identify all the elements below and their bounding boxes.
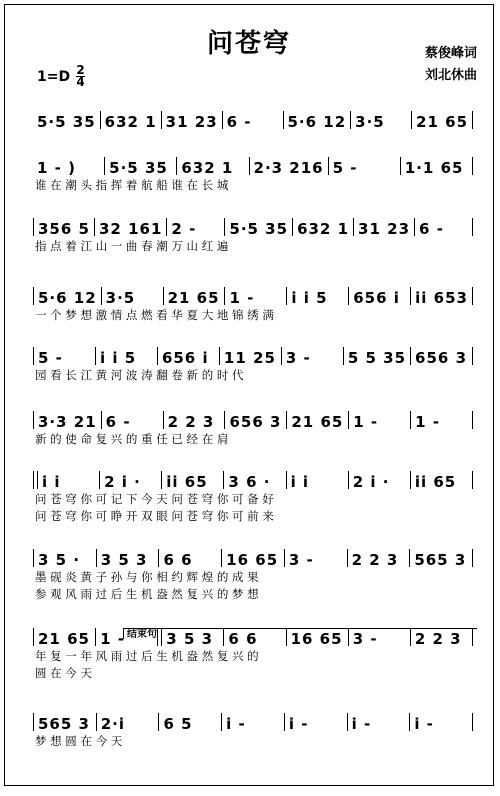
measure: 1 - [415,413,441,431]
measure: 2 i · [352,473,390,491]
notes-row [33,465,473,491]
measure: 356 5 [38,220,90,238]
notes-row [33,405,473,431]
measure: 3 6 · [228,473,271,491]
meter-bottom: 4 [76,75,85,89]
measure: 6 6 [228,630,258,648]
measure: i i [290,473,310,491]
lyric-line: 问 苍 穹 你 可 记 下 今 天 问 苍 穹 你 可 备 好 [35,492,274,506]
measure: 16 65 [226,551,279,569]
music-system [33,707,473,750]
barline [472,628,473,646]
lyric-line: 年 复 一 年 风 雨 过 后 生 机 盎 然 复 兴 的 [35,649,259,663]
measure: 16 65 [290,630,343,648]
measure: 2·i [100,715,125,733]
measure: i i 5 [99,349,137,367]
key-label: 1=D [37,68,71,85]
measure: 2·3 216 [253,159,324,177]
measure: 6 - [419,220,444,238]
notes-row [33,341,473,367]
music-system [33,281,473,324]
measure: 6 - [226,113,252,131]
measure: 5 - [38,349,63,367]
song-title: 问苍穹 [206,29,291,59]
measure: 5·6 12 [38,289,97,307]
measure: 2 2 3 [167,413,215,431]
measure: 656 i [161,349,209,367]
measure: 2 - [171,220,197,238]
measure: 31 23 [165,113,218,131]
measure: 5 - [332,159,358,177]
measure: 6 - [105,413,131,431]
measure: 3·5 [105,289,136,307]
composer: 刘北休曲 [424,68,477,83]
barline [472,218,473,236]
measure: 656 3 [229,413,282,431]
measure: 632 1 [104,113,157,131]
lyricist: 蔡俊峰词 [424,46,477,61]
music-system [33,622,473,682]
notes-row [33,281,473,307]
barline [472,287,473,305]
barline [472,549,473,567]
meter-top: 2 [76,63,85,77]
music-system [33,105,473,131]
lyric-line: 梦 想 圆 在 今 天 [35,734,123,748]
music-system [33,212,473,255]
measure: i - [351,715,372,733]
measure: 5·6 12 [287,113,347,131]
music-system [33,151,473,194]
measure: ii 65 [414,473,457,491]
measure: 21 65 [291,413,344,431]
measure: 3 - [288,551,314,569]
measure: 21 65 [416,113,469,131]
score-sheet [4,4,494,786]
music-system [33,341,473,384]
measure: 5·5 35 [229,220,289,238]
measure: 6 5 [163,715,193,733]
measure: 2 2 3 [414,630,462,648]
measure: i i [42,473,61,491]
measure: i - [288,715,309,733]
barline [472,111,473,129]
measure: 1 - [353,413,379,431]
measure: 21 65 [38,630,90,648]
measure: 1 - ) [37,159,76,177]
music-system [33,465,473,525]
measure: i - [226,715,246,733]
measure: 1 - [229,289,255,307]
measure: 632 1 [181,159,234,177]
barline [472,347,473,365]
notes-row [33,707,473,733]
barline [472,713,473,731]
music-system [33,543,473,603]
barline [472,411,473,429]
lyric-line: 新 的 使 命 复 兴 的 重 任 已 经 在 肩 [35,432,229,446]
barline [472,157,473,175]
measure: 3 5 · [38,551,81,569]
measure: 565 3 [414,551,467,569]
lyric-line: 一 个 梦 想 激 情 点 燃 看 华 夏 大 地 锦 绣 满 [35,308,274,322]
measure: 32 161 [98,220,163,238]
measure: ii 65 [166,473,208,491]
measure: 6 6 [163,551,193,569]
measure: 2 i · [104,473,141,491]
measure: 3·3 21 [38,413,97,431]
lyric-line: 墨 砚 炎 黄 子 孙 与 你 相 约 辉 煌 的 成 果 [35,570,259,584]
measure: 3·5 [355,113,385,131]
barline [472,471,473,489]
lyric-line: 参 观 风 雨 过 后 生 机 盎 然 复 兴 的 梦 想 [35,587,259,601]
notes-row [33,105,473,131]
measure: 1 - [100,630,126,648]
measure: 565 3 [38,715,90,733]
measure: 5 5 35 [347,349,407,367]
lyric-line: 圆 在 今 天 [35,666,92,680]
notes-row [33,543,473,569]
measure: 11 25 [223,349,276,367]
measure: 3 5 3 [100,551,148,569]
notes-row [33,622,473,648]
measure: 656 3 [415,349,468,367]
measure: 3 - [352,630,378,648]
credits [425,43,477,87]
measure: i - [414,715,434,733]
notes-row [33,151,473,177]
time-signature [76,65,85,88]
measure: i i 5 [291,289,328,307]
notes-row [33,212,473,238]
lyric-line: 谁 在 潮 头 指 挥 着 航 船 谁 在 长 城 [35,178,229,192]
measure: ii 653 [415,289,468,307]
key-signature [37,65,85,88]
measure: 2 2 3 [351,551,399,569]
measure: 3 5 3 [166,630,214,648]
measure: 31 23 [358,220,411,238]
lyric-line: 指 点 着 江 山 一 曲 春 潮 万 山 红 遍 [35,239,229,253]
lyric-line: 园 看 长 江 黄 河 波 涛 翻 卷 新 的 时 代 [35,368,244,382]
measure: 656 i [353,289,400,307]
ending-label: 结束句 [127,629,157,640]
measure: 5·5 35 [109,159,168,177]
measure: 3 - [285,349,311,367]
lyric-line: 问 苍 穹 你 可 睁 开 双 眼 问 苍 穹 你 可 前 来 [35,509,274,523]
measure: 632 1 [297,220,350,238]
music-system [33,405,473,448]
measure: 1·1 65 [404,159,464,177]
measure: 5·5 35 [37,113,96,131]
measure: 21 65 [167,289,220,307]
